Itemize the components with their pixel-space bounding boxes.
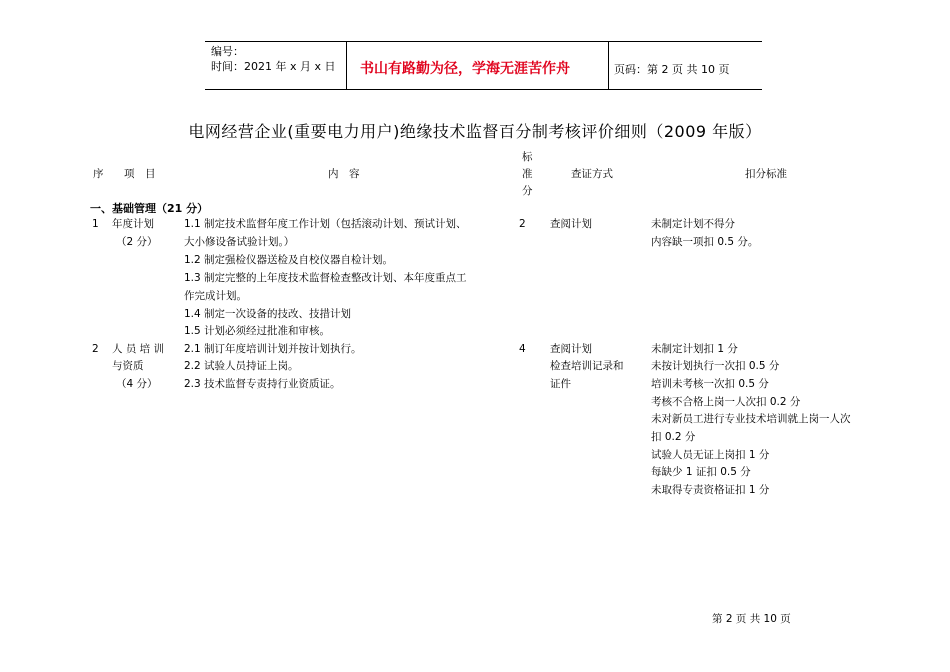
header-top-rule xyxy=(205,41,762,42)
header-motto: 书山有路勤为径，学海无涯苦作舟 xyxy=(360,61,570,77)
col-header-deduction: 扣分标准 xyxy=(745,168,787,180)
row-2-content-line-1: 2.1 制订年度培训计划并按计划执行。 xyxy=(184,343,362,355)
section-heading: 一、基础管理（21 分） xyxy=(90,202,209,215)
row-2-deduction-line-7: 试验人员无证上岗扣 1 分 xyxy=(651,449,770,461)
row-1-item-line-2: （2 分） xyxy=(116,236,158,248)
row-2-method-line-3: 证件 xyxy=(550,378,571,390)
row-2-method-line-1: 查阅计划 xyxy=(550,343,592,355)
row-1-content-line-4: 1.3 制定完整的上年度技术监督检查整改计划、本年度重点工 xyxy=(184,272,467,284)
row-1-content-line-1: 1.1 制定技术监督年度工作计划（包括滚动计划、预试计划、 xyxy=(184,218,467,230)
col-header-method: 查证方式 xyxy=(571,168,613,180)
row-2-deduction-line-9: 未取得专责资格证扣 1 分 xyxy=(651,484,770,496)
row-1-item-line-1: 年度计划 xyxy=(112,218,154,230)
row-1-content-line-5: 作完成计划。 xyxy=(184,290,247,302)
row-1-content-line-7: 1.5 计划必须经过批准和审核。 xyxy=(184,325,331,337)
row-2-deduction-line-1: 未制定计划扣 1 分 xyxy=(651,343,738,355)
document-title: 电网经营企业(重要电力用户)绝缘技术监督百分制考核评价细则（2009 年版） xyxy=(188,122,762,141)
col-header-score-2: 准 xyxy=(522,168,533,180)
row-2-item-line-3: （4 分） xyxy=(116,378,158,390)
row-2-deduction-line-6: 扣 0.2 分 xyxy=(651,431,696,443)
col-header-item: 项 目 xyxy=(124,168,156,180)
header-page-info: 页码：第 2 页 共 10 页 xyxy=(614,63,730,76)
col-header-score-1: 标 xyxy=(522,151,533,163)
row-1-score: 2 xyxy=(519,218,526,230)
row-1-content-line-3: 1.2 制定强检仪器送检及自校仪器自检计划。 xyxy=(184,254,394,266)
row-2-content-line-2: 2.2 试验人员持证上岗。 xyxy=(184,360,299,372)
row-2-deduction-line-3: 培训未考核一次扣 0.5 分 xyxy=(651,378,769,390)
row-2-score: 4 xyxy=(519,343,526,355)
row-2-item-line-1: 人 员 培 训 xyxy=(112,343,165,355)
row-2-deduction-line-8: 每缺少 1 证扣 0.5 分 xyxy=(651,466,751,478)
row-1-seq: 1 xyxy=(92,218,99,230)
header-date: 时间：2021 年 x 月 x 日 xyxy=(211,60,336,73)
page-footer: 第 2 页 共 10 页 xyxy=(712,613,791,625)
row-2-item-line-2: 与资质 xyxy=(112,360,144,372)
row-1-deduction-line-1: 未制定计划不得分 xyxy=(651,218,735,230)
header-divider-right xyxy=(608,41,609,89)
row-2-method-line-2: 检查培训记录和 xyxy=(550,360,624,372)
row-2-deduction-line-4: 考核不合格上岗一人次扣 0.2 分 xyxy=(651,396,801,408)
header-doc-number: 编号： xyxy=(211,45,244,58)
row-2-content-line-3: 2.3 技术监督专责持行业资质证。 xyxy=(184,378,341,390)
header-divider-left xyxy=(346,41,347,89)
row-1-deduction-line-2: 内容缺一项扣 0.5 分。 xyxy=(651,236,759,248)
row-2-deduction-line-5: 未对新员工进行专业技术培训就上岗一人次 xyxy=(651,413,851,425)
col-header-content: 内 容 xyxy=(328,168,360,180)
col-header-score-3: 分 xyxy=(522,185,533,197)
header-bottom-rule xyxy=(205,89,762,90)
row-1-content-line-6: 1.4 制定一次设备的技改、技措计划 xyxy=(184,308,352,320)
row-1-content-line-2: 大小修设备试验计划。） xyxy=(184,236,295,248)
col-header-seq: 序 xyxy=(93,168,104,180)
row-1-method-line-1: 查阅计划 xyxy=(550,218,592,230)
row-2-seq: 2 xyxy=(92,343,99,355)
row-2-deduction-line-2: 未按计划执行一次扣 0.5 分 xyxy=(651,360,780,372)
